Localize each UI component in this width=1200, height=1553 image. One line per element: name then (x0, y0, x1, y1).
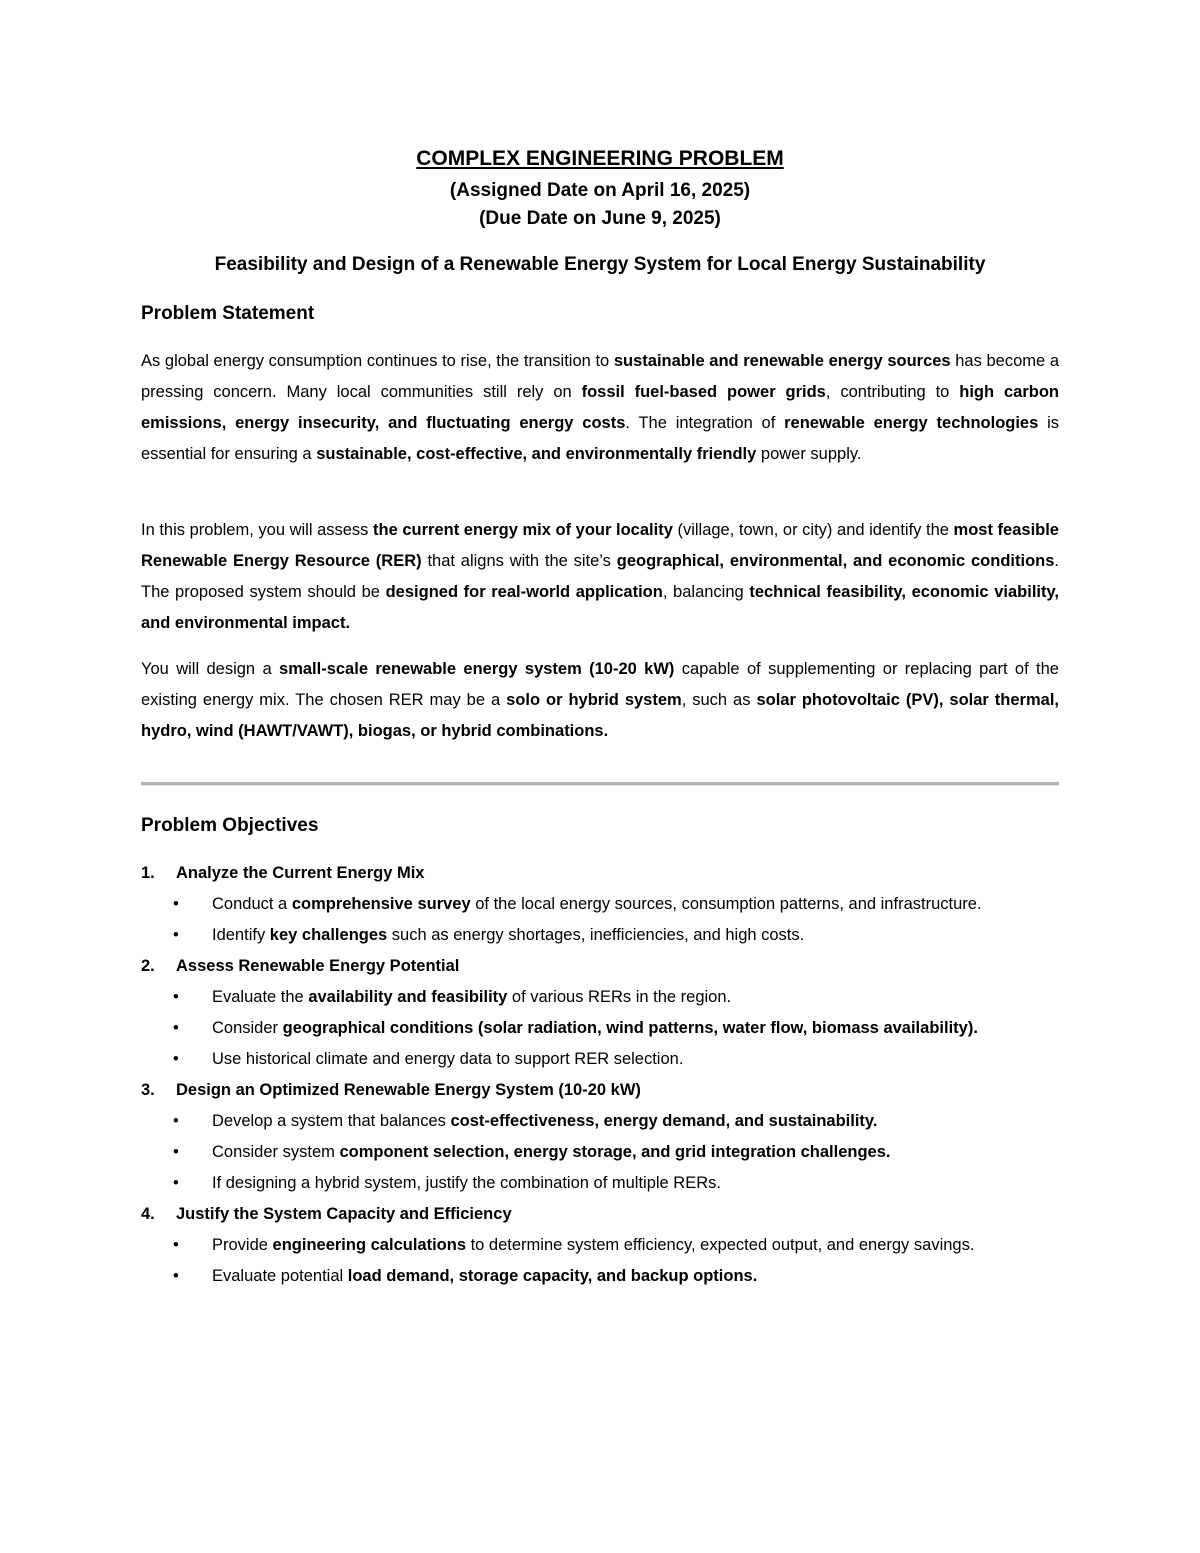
paragraph-text-run: that aligns with the site’s (421, 552, 617, 570)
paragraph-text-run: , such as (681, 691, 757, 709)
bullet-text-run: of the local energy sources, consumption patterns, and infrastructure. (470, 895, 982, 913)
bullet-text-run: Use historical climate and energy data to support RER selection. (212, 1050, 684, 1068)
objective-bullet (141, 982, 1059, 1013)
objectives-list (141, 858, 1059, 1292)
paragraph-bold-run: most feasible Renewable Energy Resource (RER) (141, 521, 1059, 570)
paragraph-text-run: capable of supplementing or replacing part of the existing energy mix. The chosen RER may be a (141, 660, 1059, 709)
objective-bullet (141, 1106, 1059, 1137)
paragraph-bold-run: solar photovoltaic (PV), solar thermal, hydro, wind (HAWT/VAWT), biogas, or hybrid combinations. (141, 691, 1059, 740)
bullet-bold-run: comprehensive survey (291, 895, 471, 913)
paragraph-text-run: As global energy consumption continues to rise, the transition to (141, 352, 614, 370)
paragraph-bold-run: technical feasibility, economic viability, and environmental impact. (141, 583, 1060, 632)
objective-bullet (141, 1013, 1059, 1044)
paragraph-bold-run: sustainable and renewable energy sources (613, 352, 951, 370)
bullet-bold-run: cost-effectiveness, energy demand, and sustainability. (450, 1112, 878, 1130)
statement-paragraph-3 (141, 654, 1059, 747)
bullet-text-run: Develop a system that balances (212, 1112, 451, 1130)
paragraph-bold-run: high carbon emissions, energy insecurity, and fluctuating energy costs (141, 383, 1060, 432)
paragraph-text-run: . The integration of (625, 414, 785, 432)
document-title: COMPLEX ENGINEERING PROBLEM (416, 147, 784, 170)
bullet-text-run: of various RERs in the region. (507, 988, 732, 1006)
bullet-text-run: Consider (212, 1019, 283, 1037)
bullet-text-run: Evaluate potential (212, 1267, 348, 1285)
objective-bullet (141, 920, 1059, 951)
bullet-text-run: Evaluate the (212, 988, 309, 1006)
paragraph-bold-run: renewable energy technologies (784, 414, 1039, 432)
bullet-text-run: such as energy shortages, inefficiencies, and high costs. (387, 926, 805, 944)
objective-title: Analyze the Current Energy Mix (176, 864, 425, 882)
paragraph-text-run: , balancing (662, 583, 750, 601)
bullet-icon: • (173, 1236, 179, 1254)
paragraph-bold-run: small-scale renewable energy system (10-20 kW) (279, 660, 675, 678)
bullet-bold-run: key challenges (269, 926, 388, 944)
objective-bullet (141, 1137, 1059, 1168)
bullet-icon: • (173, 895, 179, 913)
bullet-bold-run: availability and feasibility (308, 988, 508, 1006)
paragraph-text-run: has become a pressing concern. Many local communities still rely on (141, 352, 1059, 401)
bullet-text-run: Provide (212, 1236, 273, 1254)
bullet-text-run: Consider system (212, 1143, 340, 1161)
objective-bullet (141, 1261, 1059, 1292)
objective-bullet (141, 889, 1059, 920)
bullet-icon: • (173, 1019, 179, 1037)
objective-title: Assess Renewable Energy Potential (176, 957, 460, 975)
bullet-text-run: Identify (212, 926, 270, 944)
statement-paragraph-1 (141, 346, 1059, 470)
objective-title: Justify the System Capacity and Efficiency (176, 1205, 512, 1223)
paragraph-text-run: You will design a (141, 660, 280, 678)
paragraph-bold-run: fossil fuel-based power grids (581, 383, 826, 401)
objective-heading (141, 858, 1059, 889)
objective-heading (141, 951, 1059, 982)
objective-title: Design an Optimized Renewable Energy System (10-20 kW) (176, 1081, 641, 1099)
bullet-text-run: If designing a hybrid system, justify the combination of multiple RERs. (212, 1174, 721, 1192)
paragraph-bold-run: sustainable, cost-effective, and environmentally friendly (316, 445, 757, 463)
objective-heading (141, 1075, 1059, 1106)
bullet-bold-run: engineering calculations (272, 1236, 466, 1254)
project-title: Feasibility and Design of a Renewable Energy System for Local Energy Sustainability (214, 254, 986, 275)
statement-paragraph-2 (141, 515, 1059, 639)
bullet-text-run: Conduct a (212, 895, 292, 913)
paragraph-text-run: In this problem, you will assess (141, 521, 374, 539)
paragraph-text-run: . The proposed system should be (141, 552, 1059, 601)
due-date: (Due Date on June 9, 2025) (479, 208, 721, 229)
paragraph-bold-run: designed for real-world application (385, 583, 663, 601)
objective-item (141, 951, 1059, 1075)
bullet-icon: • (173, 926, 179, 944)
problem-objectives-heading: Problem Objectives (141, 815, 319, 836)
objective-number: 4. (141, 1205, 155, 1223)
objective-number: 1. (141, 864, 155, 882)
assigned-date: (Assigned Date on April 16, 2025) (449, 180, 751, 201)
objective-item (141, 1199, 1059, 1292)
paragraph-text-run: is essential for ensuring a (141, 414, 1060, 463)
objective-number: 2. (141, 957, 155, 975)
objective-number: 3. (141, 1081, 155, 1099)
bullet-bold-run: component selection, energy storage, and grid integration challenges. (339, 1143, 891, 1161)
objective-item (141, 1075, 1059, 1199)
bullet-icon: • (173, 1112, 179, 1130)
bullet-icon: • (173, 1050, 179, 1068)
bullet-icon: • (173, 1174, 179, 1192)
bullet-bold-run: load demand, storage capacity, and backup options. (347, 1267, 758, 1285)
bullet-bold-run: geographical conditions (solar radiation, wind patterns, water flow, biomass availability). (282, 1019, 978, 1037)
objective-heading (141, 1199, 1059, 1230)
paragraph-bold-run: geographical, environmental, and economic conditions (616, 552, 1055, 570)
bullet-icon: • (173, 1143, 179, 1161)
objective-bullet (141, 1168, 1059, 1199)
horizontal-divider (141, 782, 1059, 786)
bullet-icon: • (173, 1267, 179, 1285)
objective-bullet (141, 1044, 1059, 1075)
paragraph-bold-run: the current energy mix of your locality (373, 521, 673, 539)
paragraph-text-run: , contributing to (825, 383, 960, 401)
problem-statement-heading: Problem Statement (141, 303, 315, 324)
bullet-text-run: to determine system efficiency, expected output, and energy savings. (466, 1236, 975, 1254)
bullet-icon: • (173, 988, 179, 1006)
paragraph-bold-run: solo or hybrid system (506, 691, 682, 709)
paragraph-text-run: (village, town, or city) and identify the (672, 521, 954, 539)
objective-bullet (141, 1230, 1059, 1261)
paragraph-text-run: power supply. (756, 445, 862, 463)
objective-item (141, 858, 1059, 951)
